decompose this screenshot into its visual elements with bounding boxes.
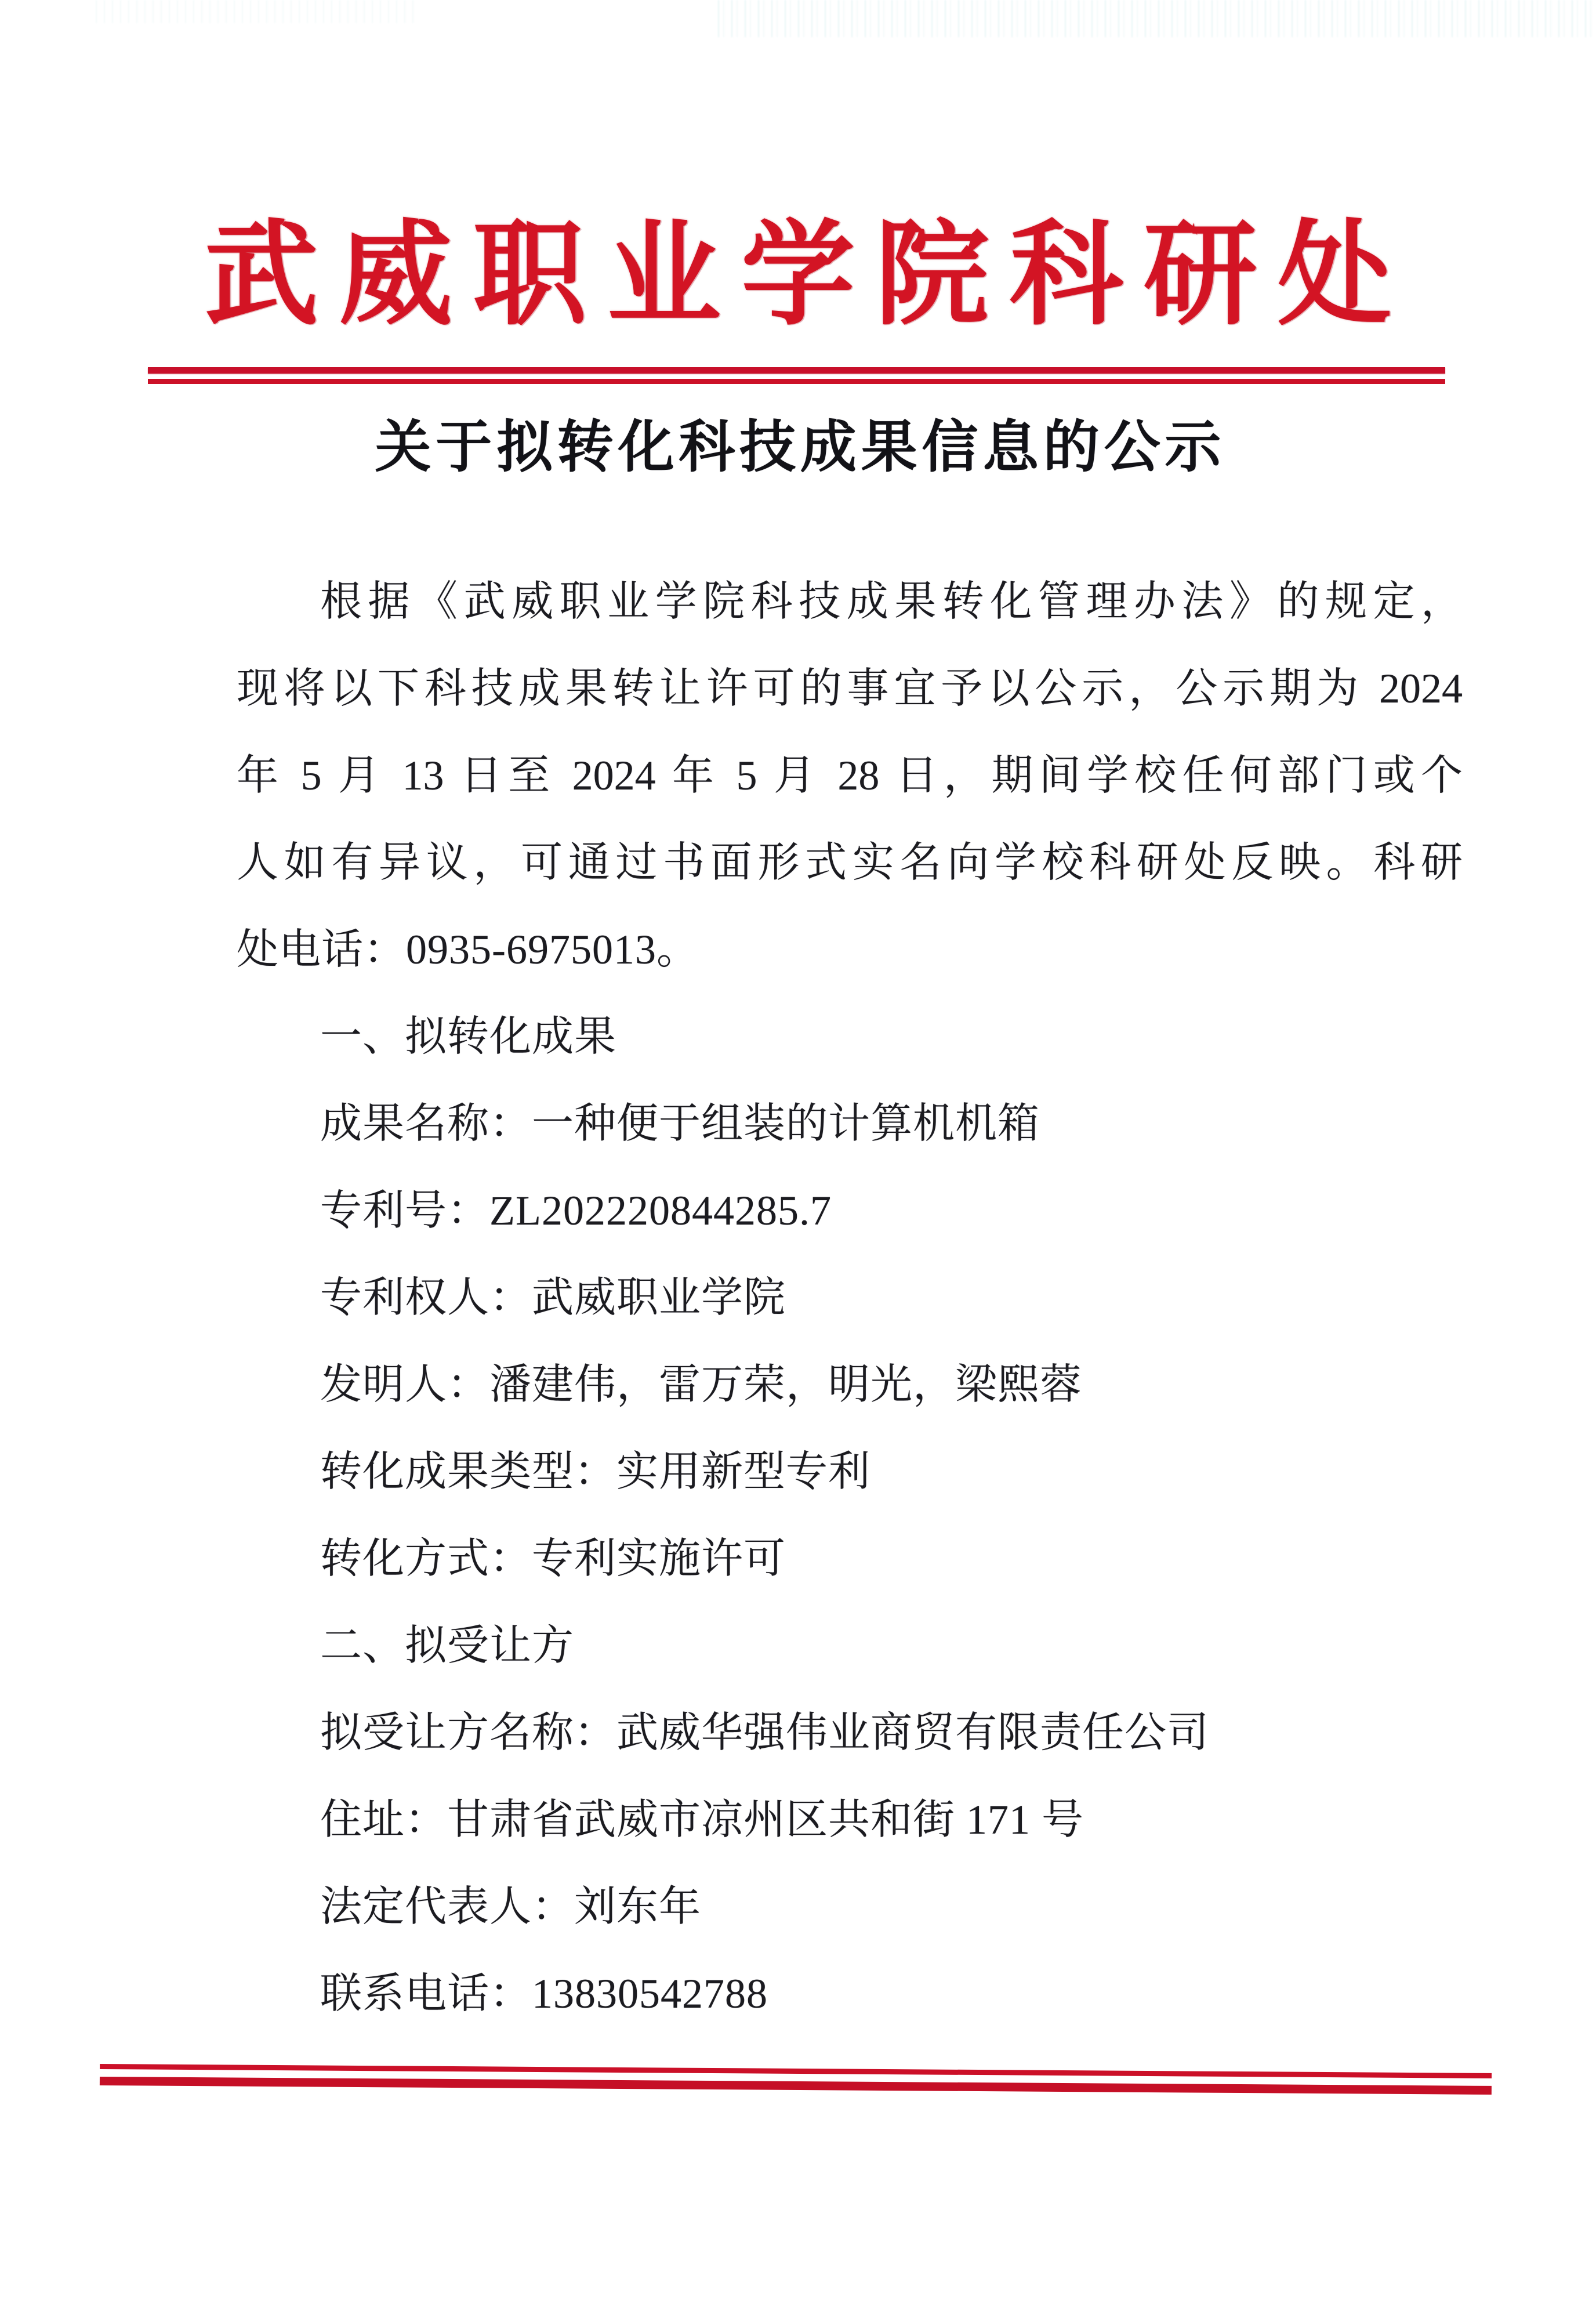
document-title: 关于拟转化科技成果信息的公示 xyxy=(375,416,1226,479)
rule-gap xyxy=(148,374,1445,379)
field-achievement-type: 转化成果类型：实用新型专利 xyxy=(320,1448,871,1495)
scanner-noise-artifact xyxy=(96,0,415,23)
field-patent-number: 专利号：ZL202220844285.7 xyxy=(320,1187,832,1234)
field-patentee: 专利权人：武威职业学院 xyxy=(320,1274,786,1321)
document-body xyxy=(237,558,1463,2037)
field-achievement-name: 成果名称：一种便于组装的计算机机箱 xyxy=(320,1100,1040,1147)
field-legal-representative: 法定代表人：刘东年 xyxy=(320,1884,702,1930)
body-line: 年 5 月 13 日至 2024 年 5 月 28 日，期间学校任何部门或个 xyxy=(237,752,1463,799)
field-transform-method: 转化方式：专利实施许可 xyxy=(320,1535,786,1582)
field-inventors: 发明人：潘建伟，雷万荣，明光，梁熙蓉 xyxy=(320,1361,1083,1408)
field-transferee-name: 拟受让方名称：武威华强伟业商贸有限责任公司 xyxy=(320,1709,1210,1756)
body-line: 人如有异议，可通过书面形式实名向学校科研处反映。科研 xyxy=(237,839,1463,886)
field-transferee-address: 住址：甘肃省武威市凉州区共和街 171 号 xyxy=(320,1797,1084,1843)
rule-line-lower xyxy=(148,379,1445,384)
body-line: 根据《武威职业学院科技成果转化管理办法》的规定， xyxy=(320,578,1463,625)
section-heading-1: 一、拟转化成果 xyxy=(320,1013,617,1060)
letterhead-double-rule xyxy=(148,367,1445,384)
section-heading-2: 二、拟受让方 xyxy=(320,1622,575,1669)
body-line: 处电话：0935-6975013。 xyxy=(237,926,699,973)
scanner-noise-artifact xyxy=(718,0,1596,37)
footer-double-rule xyxy=(100,2064,1492,2095)
field-contact-phone: 联系电话：13830542788 xyxy=(320,1971,768,2017)
body-line: 现将以下科技成果转让许可的事宜予以公示，公示期为 2024 xyxy=(237,665,1463,712)
letterhead-office-title: 武威职业学院科研处 xyxy=(204,213,1412,339)
rule-line-upper xyxy=(148,367,1445,374)
